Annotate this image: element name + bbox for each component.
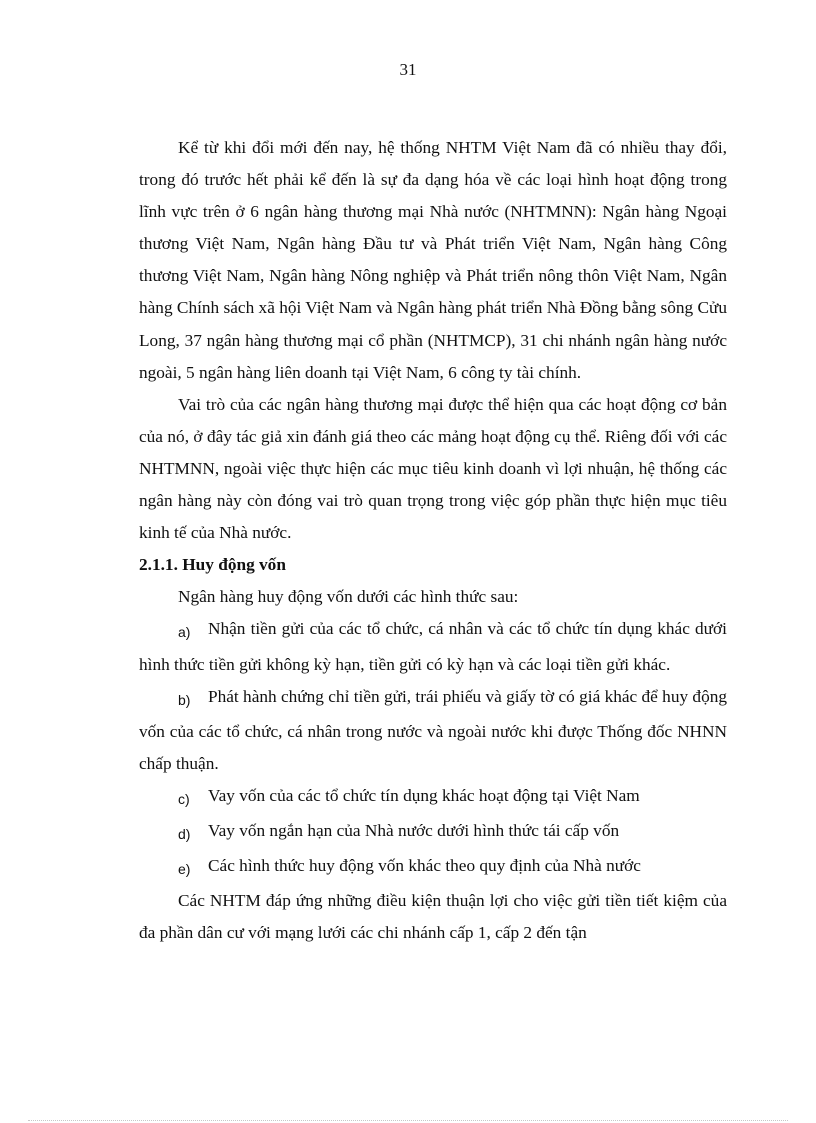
paragraph-banking-system: Kể từ khi đổi mới đến nay, hệ thống NHTM Việt Nam đã có nhiều thay đổi, trong đó trước hết phải kể đến là sự đa dạng hóa về các loại hình hoạt động trong lĩnh vực trên ở 6 ngân hàng thương mại Nhà nước (NHTMNN): Ngân hàng Ngoại thương Việt Nam, Ngân hàng Đầu tư và Phát triển Việt Nam, Ngân hàng Công thương Việt Nam, Ngân hàng Nông nghiệp và Phát triển nông thôn Việt Nam, Ngân hàng Chính sách xã hội Việt Nam và Ngân hàng phát triển Nhà Đồng bằng sông Cửu Long, 37 ngân hàng thương mại cổ phần (NHTMCP), 31 chi nhánh ngân hàng nước ngoài, 5 ngân hàng liên doanh tại Việt Nam, 6 công ty tài chính. [139, 138, 727, 382]
list-item [139, 681, 727, 780]
list-item-text: Phát hành chứng chỉ tiền gửi, trái phiếu và giấy tờ có giá khác để huy động vốn của các tổ chức, cá nhân trong nước và ngoài nước khi được Thống đốc NHNN chấp thuận. [139, 686, 727, 773]
paragraph-closing: Các NHTM đáp ứng những điều kiện thuận lợi cho việc gửi tiền tiết kiệm của đa phần dân cư với mạng lưới các chi nhánh cấp 1, cấp 2 đến tận [139, 891, 727, 943]
list-item-letter: c) [178, 790, 190, 807]
section-heading: 2.1.1. Huy động vốn [139, 555, 286, 575]
section-intro: Ngân hàng huy động vốn dưới các hình thức sau: [178, 587, 519, 607]
list-item-letter: e) [178, 861, 191, 878]
list-item-text: Các hình thức huy động vốn khác theo quy định của Nhà nước [208, 856, 641, 876]
list-item-letter: d) [178, 825, 191, 842]
document-body [139, 132, 727, 949]
list-item [139, 815, 727, 850]
list-item-text: Vay vốn ngắn hạn của Nhà nước dưới hình thức tái cấp vốn [208, 820, 620, 840]
list-item [139, 780, 727, 815]
list-item-text: Vay vốn của các tổ chức tín dụng khác hoạt động tại Việt Nam [208, 785, 640, 805]
page-number: 31 [399, 60, 417, 79]
list-item-letter: a) [178, 624, 191, 641]
list-item-text: Nhận tiền gửi của các tổ chức, cá nhân và các tổ chức tín dụng khác dưới hình thức tiền gửi không kỳ hạn, tiền gửi có kỳ hạn và các loại tiền gửi khác. [139, 619, 727, 674]
list-item-letter: b) [178, 691, 191, 708]
page-bottom-divider [28, 1120, 788, 1121]
list-item [139, 613, 727, 680]
paragraph-banking-role: Vai trò của các ngân hàng thương mại được thể hiện qua các hoạt động cơ bản của nó, ở đây tác giả xin đánh giá theo các mảng hoạt động cụ thể. Riêng đối với các NHTMNN, ngoài việc thực hiện các mục tiêu kinh doanh vì lợi nhuận, hệ thống các ngân hàng này còn đóng vai trò quan trọng trong việc góp phần thực hiện mục tiêu kinh tế của Nhà nước. [139, 394, 727, 543]
list-item [139, 850, 727, 885]
